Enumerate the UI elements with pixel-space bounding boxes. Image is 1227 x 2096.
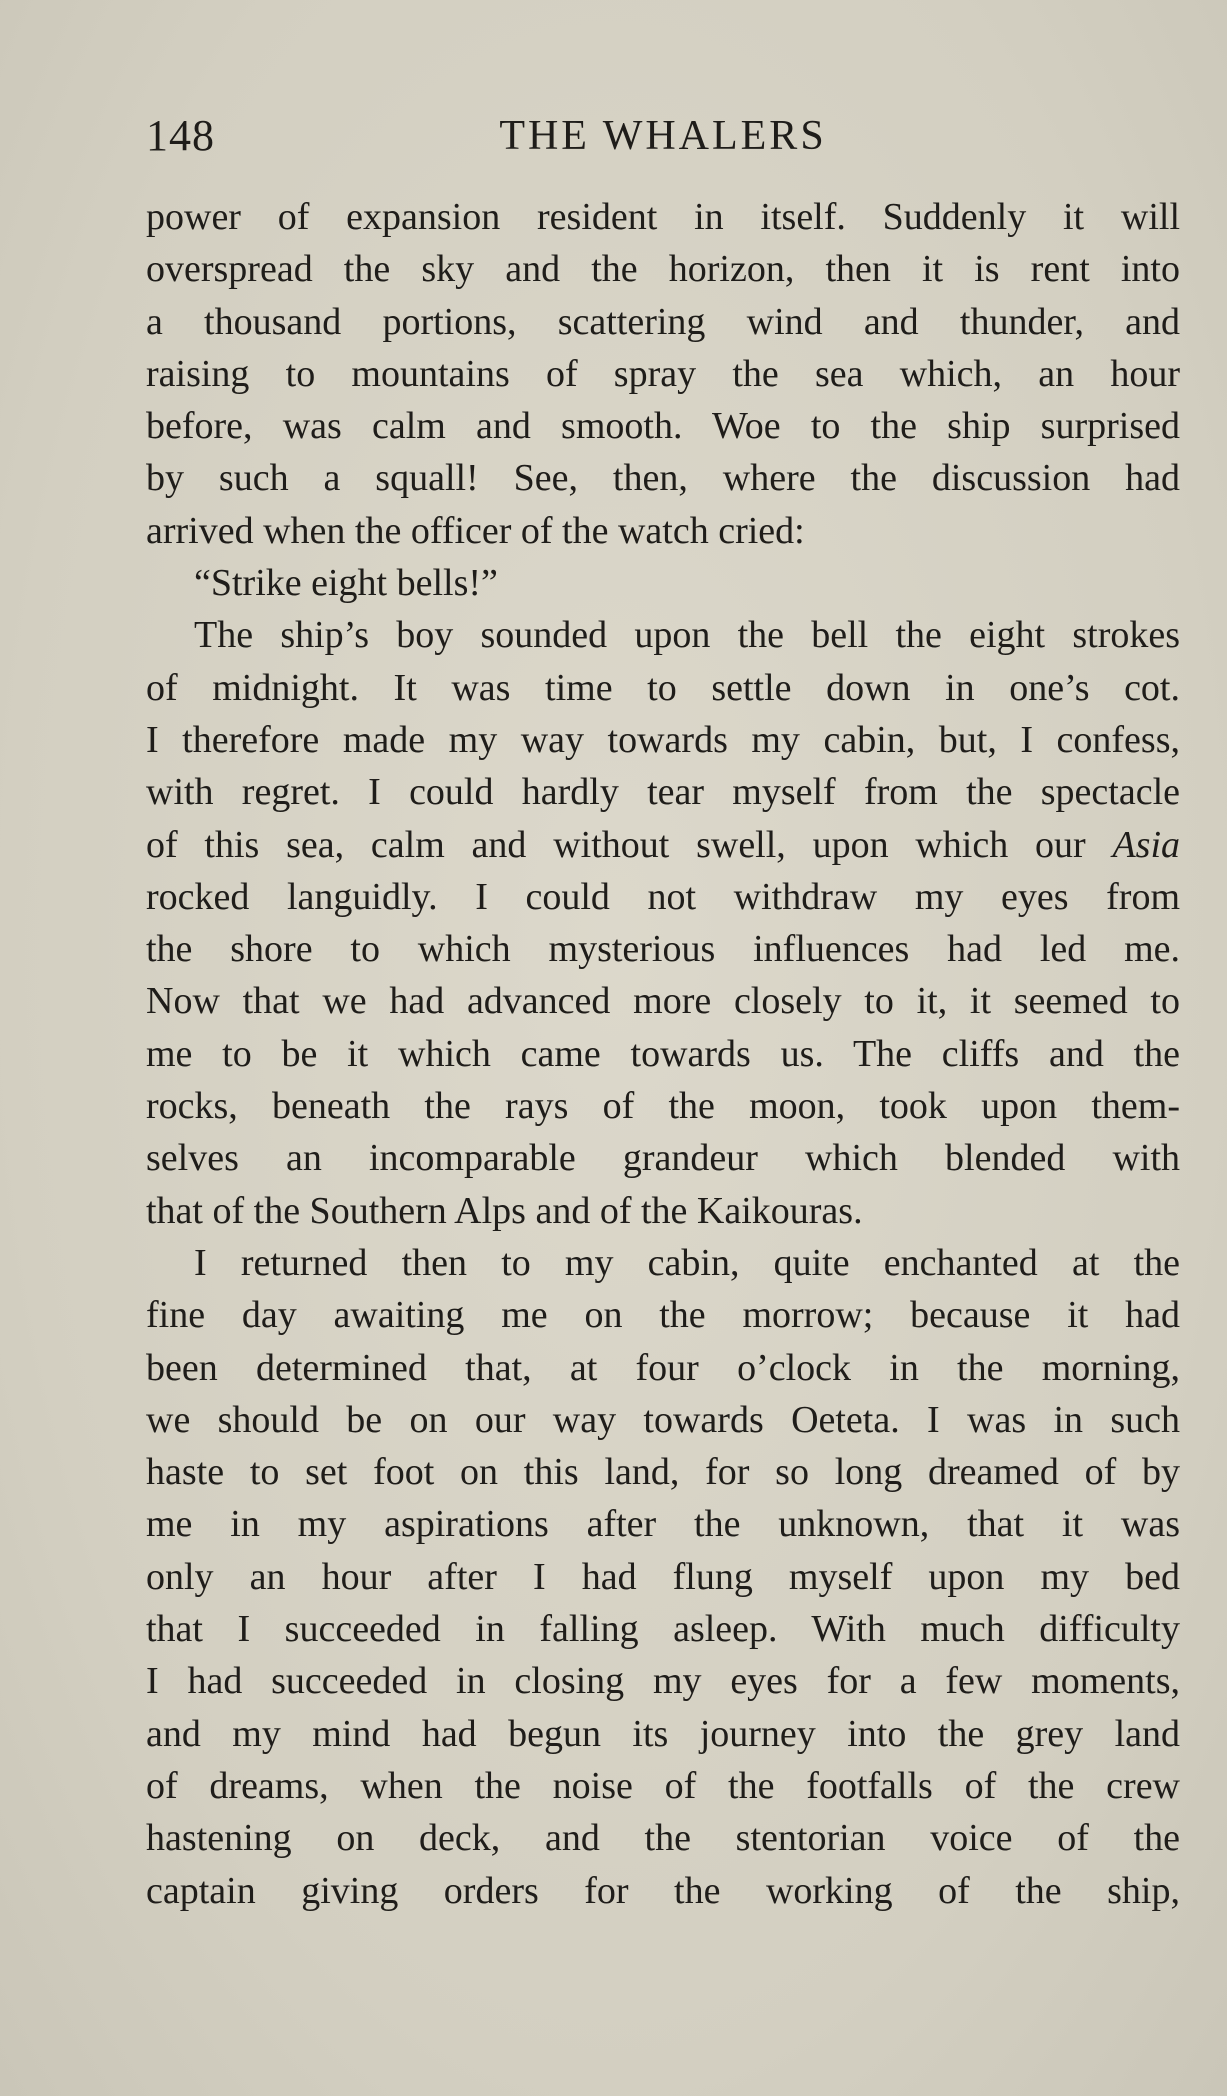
body-text xyxy=(146,191,1180,1917)
text-line: raising to mountains of spray the sea which, an hour xyxy=(146,352,1180,395)
text-line: I returned then to my cabin, quite enchanted at the xyxy=(194,1241,1180,1284)
text-line: I therefore made my way towards my cabin, but, I confess, xyxy=(146,718,1180,761)
running-head xyxy=(146,106,1180,166)
text-line: haste to set foot on this land, for so long dreamed of by xyxy=(146,1451,1180,1494)
text-line: and my mind had begun its journey into the grey land xyxy=(146,1712,1180,1755)
text-line: captain giving orders for the working of the ship, xyxy=(146,1869,1180,1912)
text-line: me in my aspirations after the unknown, that it was xyxy=(146,1503,1180,1546)
text-line: that of the Southern Alps and of the Kaikouras. xyxy=(146,1189,863,1232)
text-line: rocks, beneath the rays of the moon, took upon them- xyxy=(146,1085,1180,1128)
page-number: 148 xyxy=(146,111,215,160)
text-line: I had succeeded in closing my eyes for a few moments, xyxy=(146,1660,1180,1703)
dialogue-line: “Strike eight bells!” xyxy=(194,562,498,605)
text-line: hastening on deck, and the stentorian voice of the xyxy=(146,1817,1180,1860)
text-line: a thousand portions, scattering wind and thunder, and xyxy=(146,300,1180,343)
text-line: Now that we had advanced more closely to it, it seemed to xyxy=(146,980,1180,1023)
text-line: of dreams, when the noise of the footfalls of the crew xyxy=(146,1764,1180,1807)
text-line: power of expansion resident in itself. Suddenly it will xyxy=(146,196,1180,238)
running-title: THE WHALERS xyxy=(499,113,827,159)
text-line: before, was calm and smooth. Woe to the ship surprised xyxy=(146,405,1180,448)
text-line: by such a squall! See, then, where the discussion had xyxy=(146,457,1180,500)
text-line: with regret. I could hardly tear myself from the spectacle xyxy=(146,771,1180,814)
text-line-with-ship-name xyxy=(146,819,1180,871)
text-line: arrived when the officer of the watch cried: xyxy=(146,509,805,552)
text-line: The ship’s boy sounded upon the bell the eight strokes xyxy=(194,614,1180,657)
text-line: the shore to which mysterious influences had led me. xyxy=(146,928,1180,971)
text-line: me to be it which came towards us. The cliffs and the xyxy=(146,1032,1180,1075)
text-line: overspread the sky and the horizon, then it is rent into xyxy=(146,248,1180,291)
text-line: fine day awaiting me on the morrow; because it had xyxy=(146,1294,1180,1337)
text-line: of midnight. It was time to settle down in one’s cot. xyxy=(146,666,1180,709)
text-line: been determined that, at four o’clock in the morning, xyxy=(146,1346,1180,1389)
text-line: selves an incomparable grandeur which blended with xyxy=(146,1137,1180,1180)
text-line: only an hour after I had flung myself upon my bed xyxy=(146,1555,1180,1598)
text-line: that I succeeded in falling asleep. With much difficulty xyxy=(146,1608,1180,1651)
text-fragment: of this sea, calm and without swell, upon which our xyxy=(146,823,1086,866)
ship-name: Asia xyxy=(1112,823,1180,866)
text-line: we should be on our way towards Oeteta. I was in such xyxy=(146,1398,1180,1441)
text-line: rocked languidly. I could not withdraw my eyes from xyxy=(146,875,1180,918)
